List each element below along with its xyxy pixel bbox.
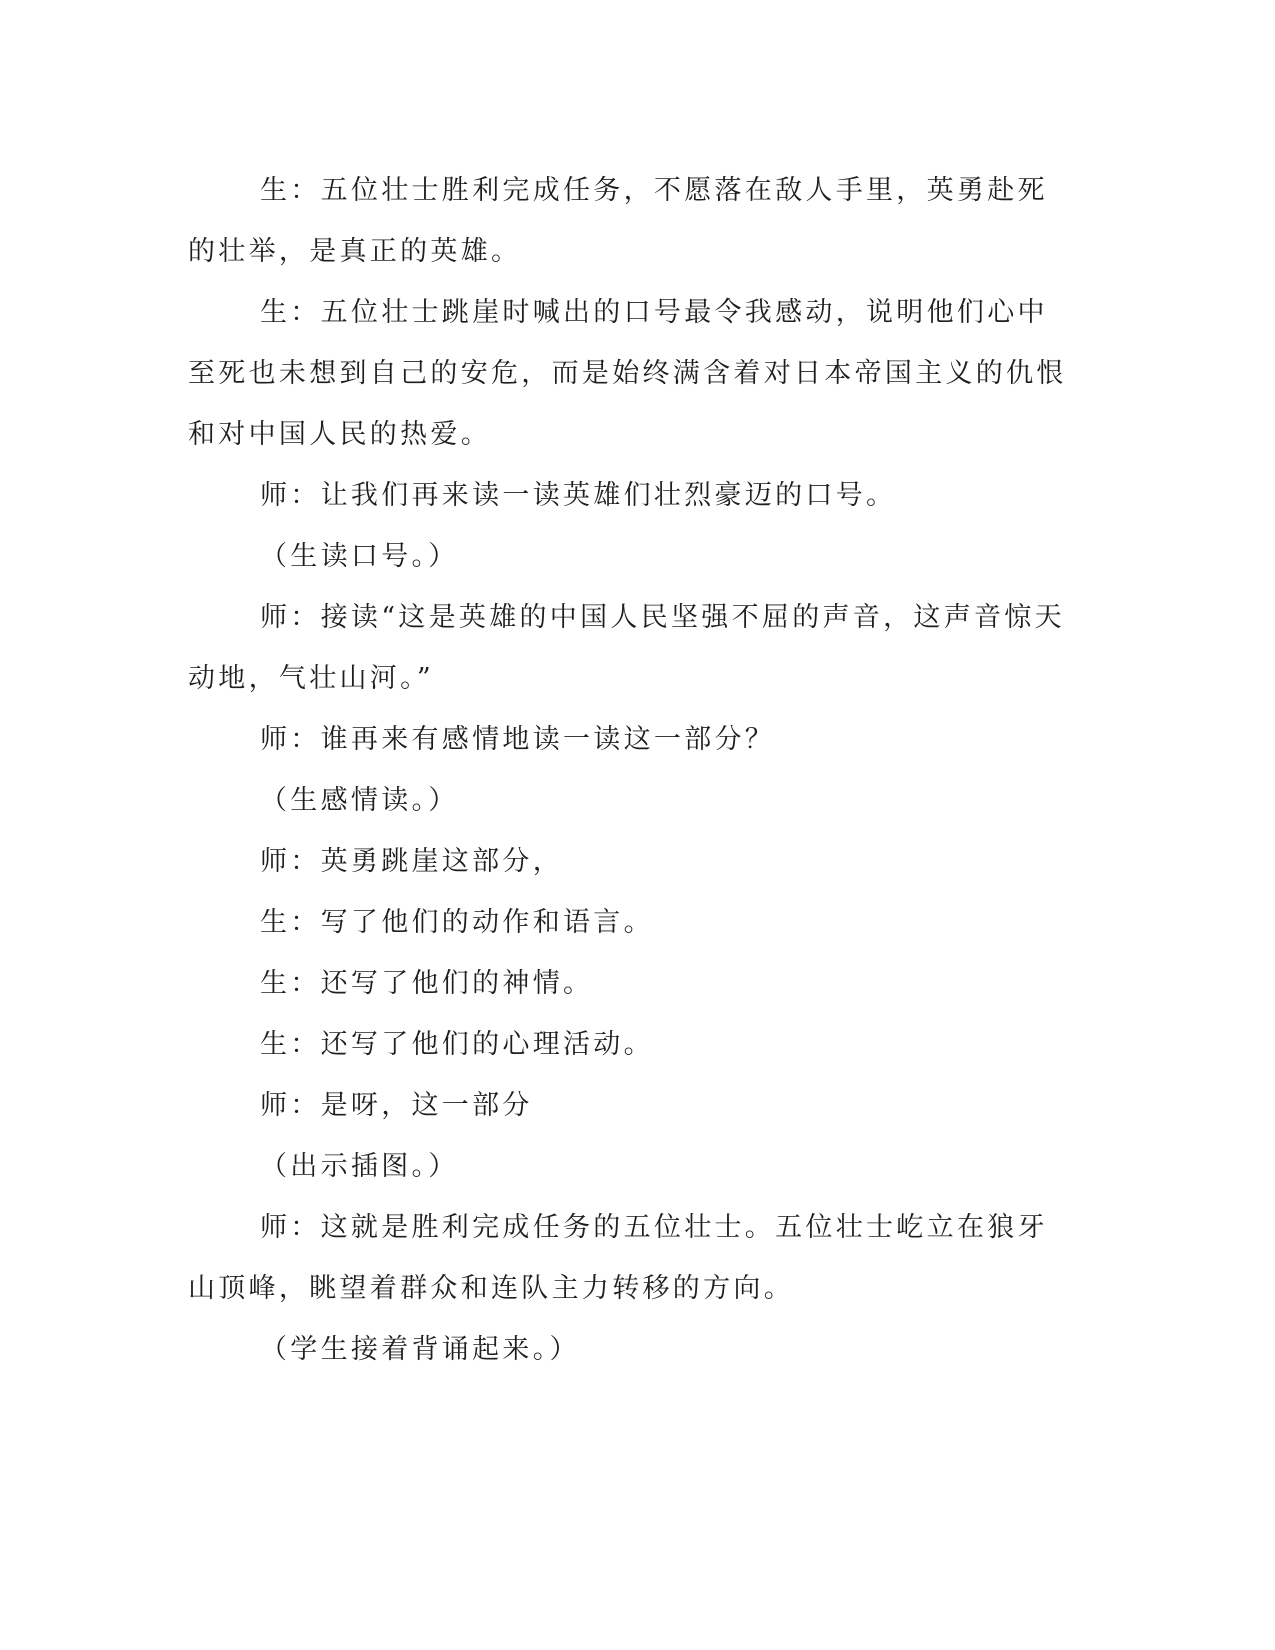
paragraph: 师：是呀，这一部分	[260, 1090, 533, 1121]
paragraph: 师：英勇跳崖这部分，	[260, 846, 563, 877]
paragraph: 师：这就是胜利完成任务的五位壮士。五位壮士屹立在狼牙山顶峰，眺望着群众和连队主力转移的方向。	[188, 1212, 1048, 1304]
paragraph: （生感情读。）	[260, 785, 459, 816]
paragraph: 生：五位壮士跳崖时喊出的口号最令我感动，说明他们心中至死也未想到自己的安危，而是始终满含着对日本帝国主义的仇恨和对中国人民的热爱。	[188, 297, 1067, 450]
document-body	[188, 160, 1068, 1380]
paragraph: （学生接着背诵起来。）	[260, 1334, 580, 1365]
paragraph: 师：谁再来有感情地读一读这一部分？	[260, 724, 776, 755]
paragraph: 师：让我们再来读一读英雄们壮烈豪迈的口号。	[260, 480, 897, 511]
paragraph: （出示插图。）	[260, 1151, 459, 1182]
paragraph: （生读口号。）	[260, 541, 459, 572]
paragraph: 生：五位壮士胜利完成任务，不愿落在敌人手里，英勇赴死的壮举，是真正的英雄。	[188, 175, 1048, 267]
paragraph: 师：接读“这是英雄的中国人民坚强不屈的声音，这声音惊天动地，气壮山河。”	[188, 602, 1065, 694]
paragraph: 生：还写了他们的神情。	[260, 968, 594, 999]
paragraph: 生：还写了他们的心理活动。	[260, 1029, 654, 1060]
paragraph: 生：写了他们的动作和语言。	[260, 907, 654, 938]
